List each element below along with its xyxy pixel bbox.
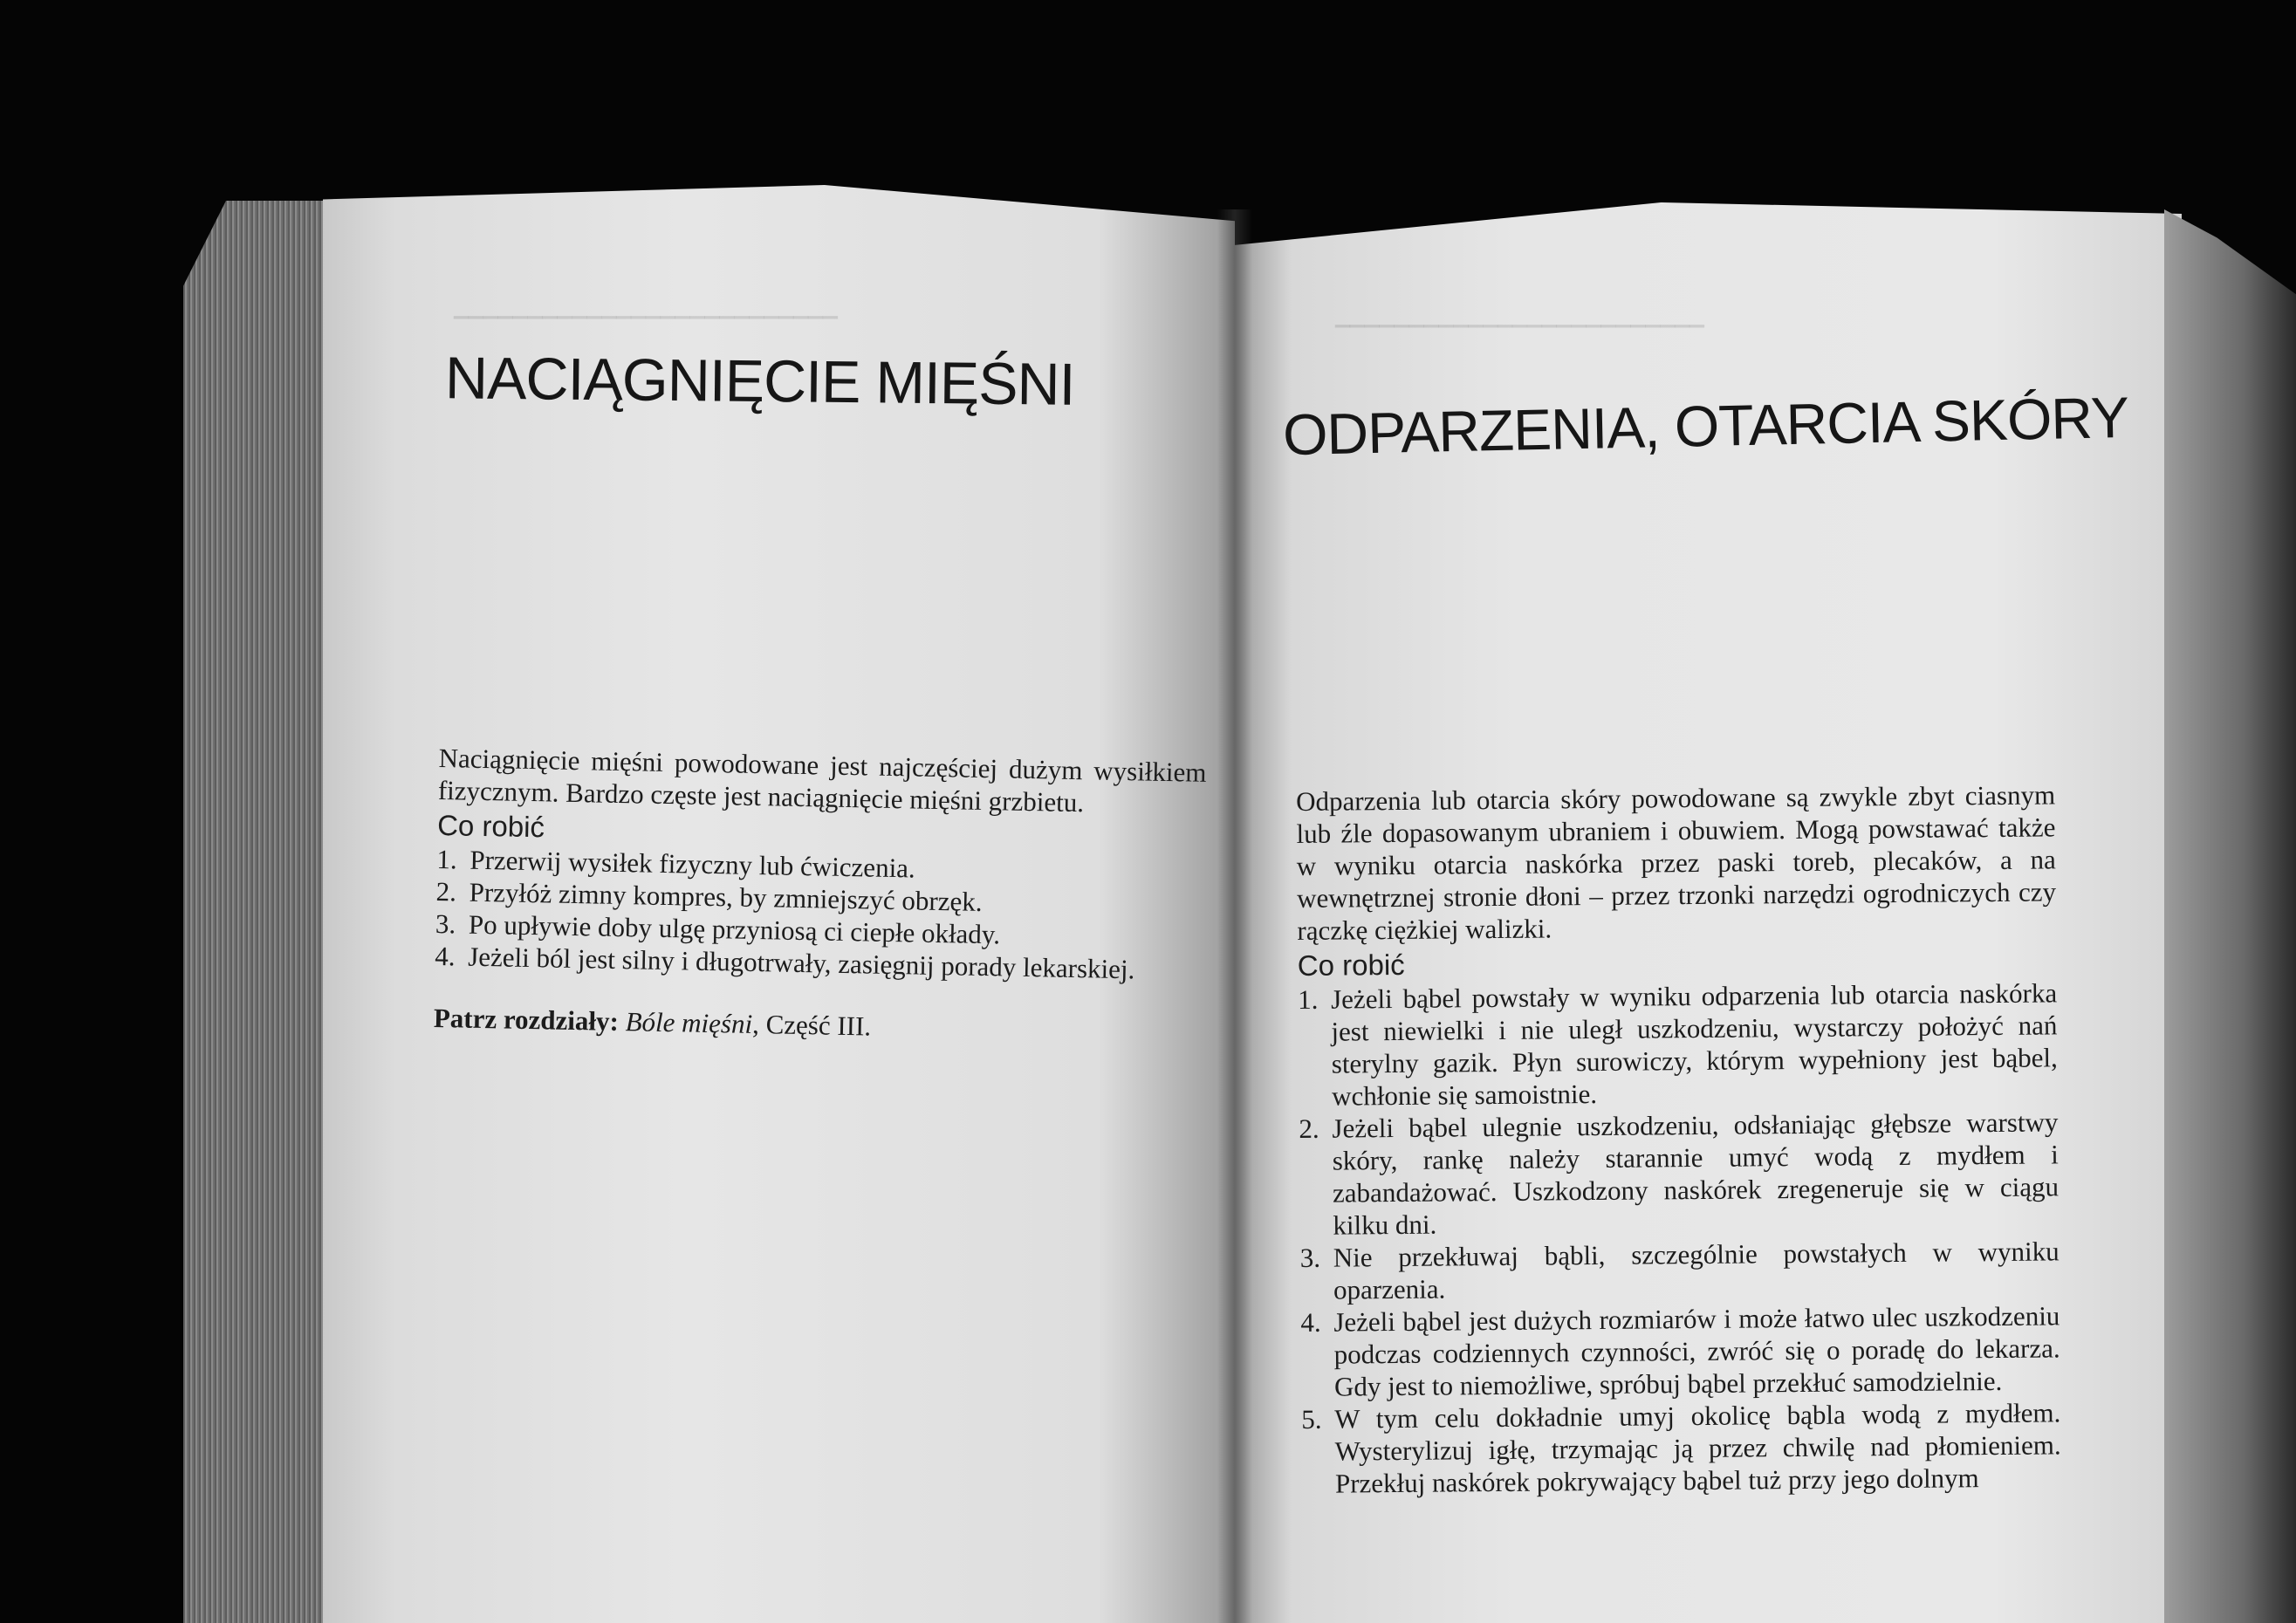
step-number: 2. [1299,1113,1319,1144]
left-subheading: Co robić [436,808,545,844]
step-number: 5. [1301,1403,1322,1435]
step-text: Jeżeli bąbel jest dużych rozmiarów i może łatwo ulec uszkodzeniu podczas codziennych czynności, zwróć się o poradę do lekarza. Gdy jest to niemożliwe, spróbuj bąbel przekłuć samodzielnie. [1333,1300,2060,1402]
left-steps-list [435,843,1205,987]
right-page-heading: ODPARZENIA, OTARCIA SKÓRY [1282,384,2129,468]
step-text: Nie przekłuwaj bąbli, szczególnie powstałych w wyniku oparzenia. [1333,1236,2060,1305]
step-text: W tym celu dokładnie umyj okolicę bąbla wodą z mydłem. Wysterylizuj igłę, trzymając ją przez chwilę nad płomieniem. Przekłuj naskórek pokrywający bąbel tuż przy jego dolnym [1334,1397,2061,1499]
right-steps-list [1298,976,2061,1500]
step-number: 1. [1297,983,1319,1015]
step-text: Po upływie doby ulgę przyniosą ci ciepłe okłady. [468,908,1001,950]
right-subheading: Co robić [1297,948,1405,982]
see-also-label: Patrz rozdziały: [433,1002,620,1037]
left-page-body [434,742,1207,1049]
list-item [1301,1396,2061,1500]
step-text: Jeżeli bąbel ulegnie uszkodzeniu, odsłaniając głębsze warstwy skóry, rankę należy starannie umyć wodą z mydłem i zabandażować. Uszkodzony naskórek zregeneruje się w ciągu kilku dni. [1332,1106,2060,1241]
list-item [1300,1299,2060,1403]
step-number: 3. [1299,1242,1321,1273]
see-also-title: Bóle mięśni [625,1006,753,1039]
step-text: Przerwij wysiłek fizyczny lub ćwiczenia. [469,844,916,884]
list-item [1300,1235,2060,1306]
show-through-texture: ▁▁▁▁▁▁▁▁▁▁▁▁▁▁▁▁▁▁▁▁▁▁▁▁▁ [1335,305,1704,327]
book-spine [1217,209,1252,1623]
step-text: Jeżeli ból jest silny i długotrwały, zasięgnij porady lekarskiej. [467,941,1135,985]
right-intro-paragraph: Odparzenia lub otarcia skóry powodowane są zwykle zbyt ciasnym lub źle dopasowanym ubraniem i obuwiem. Mogą powstawać także w wyniku otarcia naskórka przez paski toreb, plecaków, a na wewnętrznej stronie dłoni – przez trzonki narzędzi ogrodniczych czy rączkę ciężkiej walizki. [1296,779,2057,946]
page-stack-left [183,201,336,1623]
left-intro-paragraph: Naciągnięcie mięśni powodowane jest najczęściej dużym wysiłkiem fizycznym. Bardzo częste jest naciągnięcie mięśni grzbietu. [437,742,1207,818]
right-page-body [1296,778,2061,1500]
show-through-texture: ▁▁▁▁▁▁▁▁▁▁▁▁▁▁▁▁▁▁▁▁▁▁▁▁▁▁ [454,297,838,318]
step-number: 2. [435,875,457,907]
list-item [1298,976,2058,1113]
step-number: 4. [1300,1306,1321,1338]
step-text: Jeżeli bąbel powstały w wyniku odparzenia lub otarcia naskórka jest niewielki i nie uległ uszkodzeniu, wystarczy położyć nań sterylny gazik. Płyn surowiczy, którym wypełniony jest bąbel, wchłonie się samoistnie. [1330,977,2058,1112]
step-number: 1. [436,843,457,875]
step-number: 3. [435,907,456,940]
see-also-rest: , Część III. [751,1008,872,1042]
page-stack-right [2164,209,2296,1623]
left-page-heading: NACIĄGNIĘCIE MIĘŚNI [444,345,1075,418]
list-item [1299,1106,2059,1242]
step-number: 4. [434,940,456,972]
step-text: Przyłóż zimny kompres, by zmniejszyć obrzęk. [469,876,983,917]
